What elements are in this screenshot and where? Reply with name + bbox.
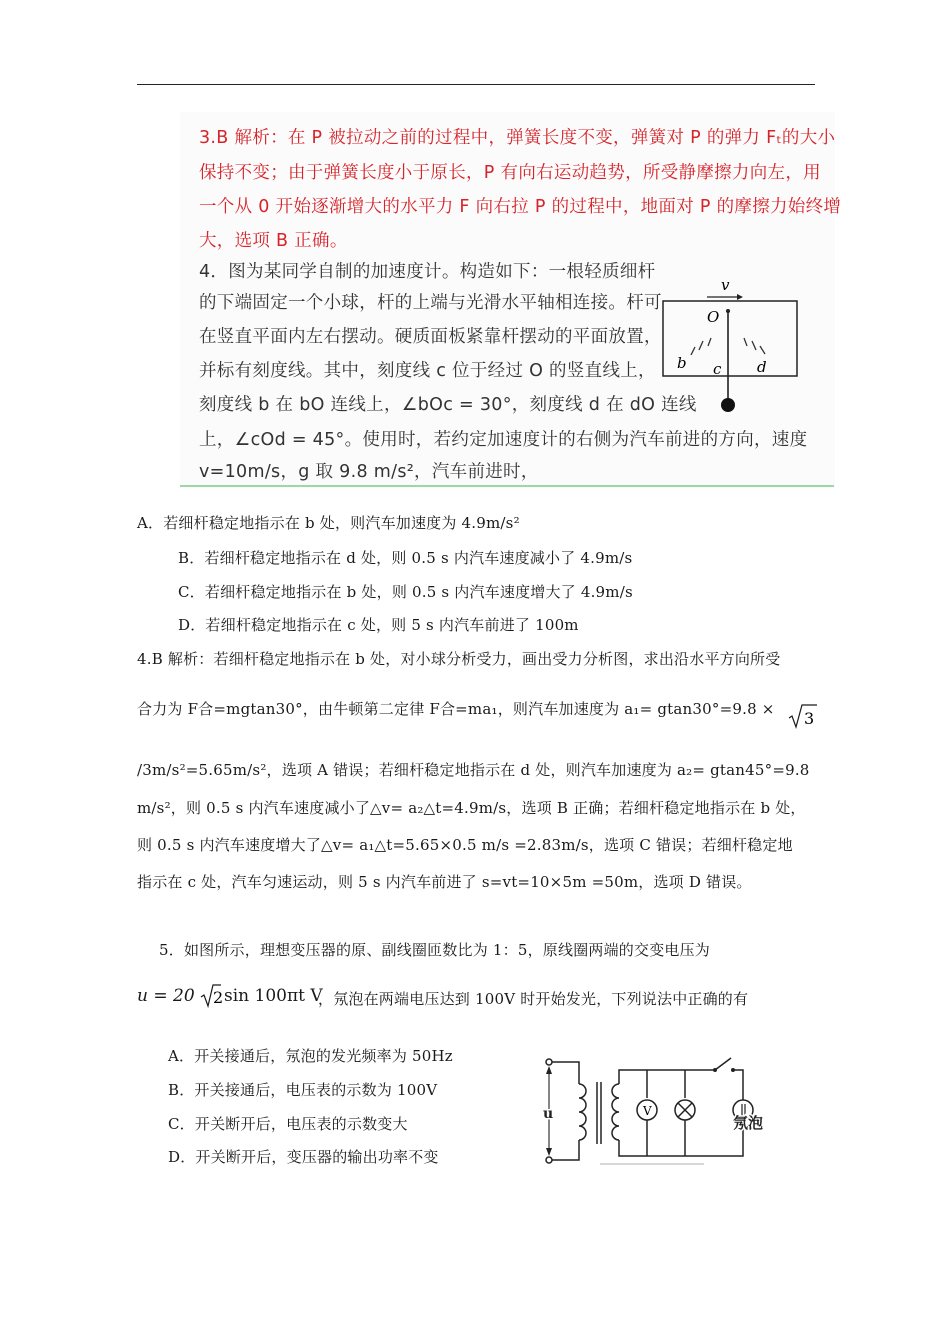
switch-pivot <box>713 1068 717 1072</box>
sqrt-radicand: 3 <box>804 709 815 728</box>
q4-analysis-line-1: 4.B 解析：若细杆稳定地指示在 b 处，对小球分析受力，画出受力分析图，求出沿水平方向所受 <box>137 650 781 668</box>
q5-option-d: D．开关断开后，变压器的输出功率不变 <box>168 1148 439 1166</box>
input-terminal-bottom <box>546 1157 552 1163</box>
q3-analysis-line-4: 大，选项 B 正确。 <box>199 231 348 251</box>
transformer-circuit-figure <box>535 1052 785 1170</box>
pivot-o-label: O <box>707 308 720 326</box>
q5-option-c: C．开关断开后，电压表的示数变大 <box>168 1115 408 1133</box>
q4-analysis-line-3: /3m/s²=5.65m/s²，选项 A 错误；若细杆稳定地指示在 d 处，则汽车加速度为 a₂= gtan45°=9.8 <box>137 761 810 779</box>
q4-analysis-line-4: m/s²，则 0.5 s 内汽车速度减小了△v= a₂△t=4.9m/s，选项 B 正确；若细杆稳定地指示在 b 处， <box>137 799 806 817</box>
q5-stem-line-1: 5．如图所示，理想变压器的原、副线圈匝数比为 1：5，原线圈两端的交变电压为 <box>159 941 711 959</box>
small-ball <box>721 398 735 412</box>
q4-stem-line-2: 的下端固定一个小球，杆的上端与光滑水平轴相连接。杆可 <box>199 293 662 313</box>
neon-bulb-label: 氖泡 <box>733 1114 764 1132</box>
primary-lead-top <box>552 1062 579 1084</box>
q5-formula-rhs: sin 100πt V <box>224 986 323 1006</box>
q4-stem-line-5: 刻度线 b 在 bO 连线上，∠bOc = 30°，刻度线 d 在 dO 连线 <box>199 395 697 415</box>
q4-option-c: C．若细杆稳定地指示在 b 处，则 0.5 s 内汽车速度增大了 4.9m/s <box>178 583 633 601</box>
q5-stem-line-2: ，氖泡在两端电压达到 100V 时开始发光，下列说法中正确的有 <box>318 990 749 1008</box>
secondary-rail-top <box>619 1070 715 1084</box>
velocity-arrowhead <box>737 294 743 300</box>
q5-option-a: A．开关接通后，氖泡的发光频率为 50Hz <box>168 1047 453 1065</box>
q4-option-b: B．若细杆稳定地指示在 d 处，则 0.5 s 内汽车速度减小了 4.9m/s <box>178 549 633 567</box>
secondary-rail-bottom <box>619 1140 715 1156</box>
mark-c-label: c <box>713 360 722 378</box>
u-label: u <box>543 1106 554 1122</box>
secondary-coil <box>612 1084 619 1140</box>
q4-stem-line-1: 4．图为某同学自制的加速度计。构造如下：一根轻质细杆 <box>199 262 656 282</box>
q4-stem-line-4: 并标有刻度线。其中，刻度线 c 位于经过 O 的竖直线上， <box>199 361 656 381</box>
q4-analysis-line-5: 则 0.5 s 内汽车速度增大了△v= a₁△t=5.65×0.5 m/s =2.83m/s，选项 C 错误；若细杆稳定地 <box>137 836 793 854</box>
mark-d-label: d <box>757 358 767 376</box>
input-terminal-top <box>546 1059 552 1065</box>
q4-analysis-line-2: 合力为 F合=mgtan30°，由牛顿第二定律 F合=ma₁，则汽车加速度为 a₁= gtan30°=9.8 × <box>137 700 775 718</box>
velocity-label: v <box>721 276 730 294</box>
header-rule <box>137 84 815 85</box>
q5-formula-radicand: 2 <box>213 988 224 1007</box>
q5-formula-sqrt <box>200 983 222 1009</box>
u-arrow-down <box>546 1148 552 1156</box>
primary-coil <box>579 1084 586 1140</box>
q5-formula-lhs: u = 20 <box>137 986 195 1006</box>
q3-analysis-line-3: 一个从 0 开始逐渐增大的水平力 F 向右拉 P 的过程中，地面对 P 的摩擦力始终增 <box>199 197 842 217</box>
q4-stem-line-7: v=10m/s，g 取 9.8 m/s²，汽车前进时， <box>199 462 539 482</box>
q3-analysis-line-2: 保持不变；由于弹簧长度小于原长，P 有向右运动趋势，所受静摩擦力向左，用 <box>199 163 821 183</box>
q4-stem-line-3: 在竖直平面内左右摆动。硬质面板紧靠杆摆动的平面放置， <box>199 327 662 347</box>
accelerometer-figure <box>655 270 805 420</box>
voltmeter-symbol: V <box>643 1104 652 1118</box>
q4-stem-line-6: 上，∠cOd = 45°。使用时，若约定加速度计的右侧为汽车前进的方向，速度 <box>199 430 808 450</box>
primary-lead-bottom <box>552 1140 579 1160</box>
q4-option-a: A．若细杆稳定地指示在 b 处，则汽车加速度为 4.9m/s² <box>137 514 520 532</box>
image-bottom-rule <box>180 485 834 487</box>
figure-caption-smudge <box>600 1163 704 1165</box>
q4-analysis-line-6: 指示在 c 处，汽车匀速运动，则 5 s 内汽车前进了 s=vt=10×5m =50m，选项 D 错误。 <box>137 873 752 891</box>
q3-analysis-line-1: 3.B 解析：在 P 被拉动之前的过程中，弹簧长度不变，弹簧对 P 的弹力 Fₜ的大小 <box>199 128 836 148</box>
q5-option-b: B．开关接通后，电压表的示数为 100V <box>168 1081 438 1099</box>
switch-contact <box>731 1068 735 1072</box>
mark-b-label: b <box>677 354 687 372</box>
q4-option-d: D．若细杆稳定地指示在 c 处，则 5 s 内汽车前进了 100m <box>178 616 579 634</box>
switch-blade <box>715 1058 731 1070</box>
sqrt-3-symbol <box>788 702 818 730</box>
u-arrow-up <box>546 1066 552 1074</box>
